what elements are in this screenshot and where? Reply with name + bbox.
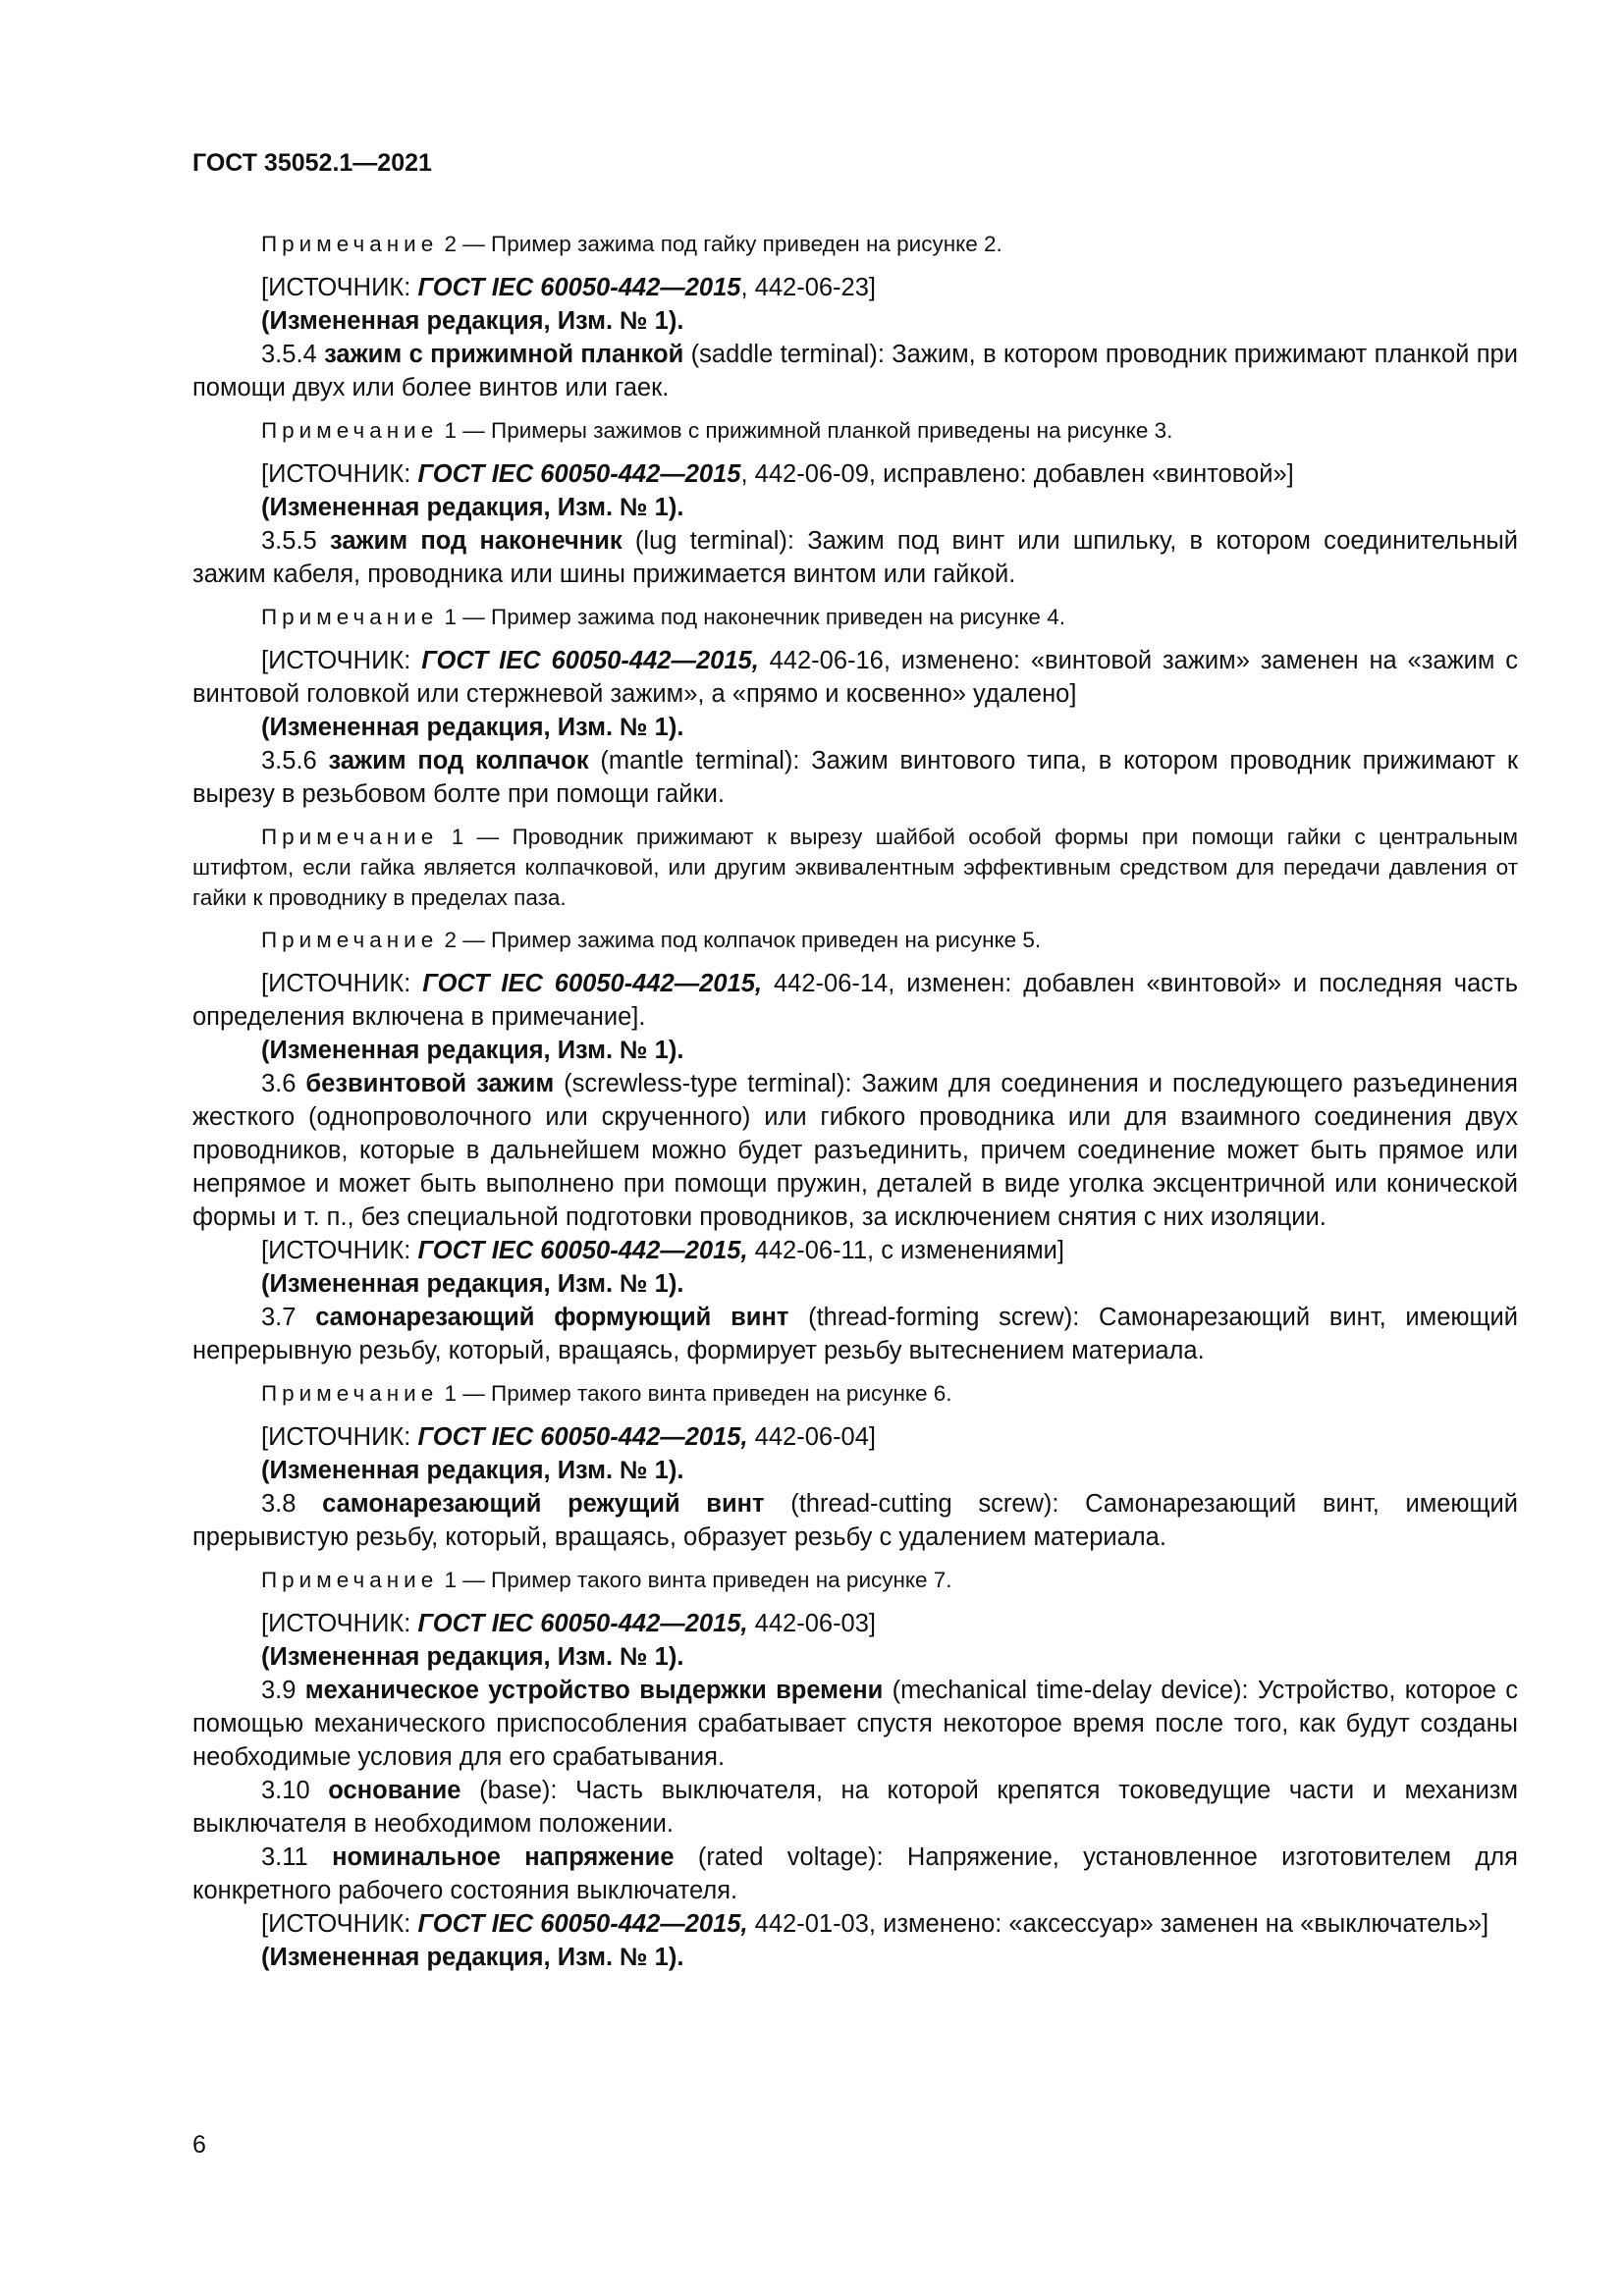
term: механическое устройство выдержки времени <box>304 1677 884 1704</box>
note-number: 1 — <box>438 825 513 849</box>
standard-reference: ГОСТ IEC 60050-442—2015, <box>417 1237 748 1264</box>
note-label: Примечание <box>261 928 439 952</box>
source-reference <box>192 457 1518 491</box>
definition-3-5-5 <box>192 524 1518 591</box>
definition-text: (mechanical time-delay device): Устройство, которое с помощью механического приспособления срабатывает спустя некоторое время после того, как будут созданы необходимые условия для его срабатывания. <box>192 1677 1518 1771</box>
note <box>192 602 1518 632</box>
standard-reference: ГОСТ IEC 60050-442—2015, <box>422 970 763 997</box>
definition-text: (screwless-type terminal): Зажим для соединения и последующего разъединения жесткого (однопроволочного или скрученного) или гибкого проводника или для взаимного соединения двух проводников, которые в дальнейшем можно будет разъединить, причем соединение может быть прямое или непрямое и может быть выполнено при помощи пружин, деталей в виде уголка эксцентричной или конической формы и т. п., без специальной подготовки проводников, за исключением снятия с них изоляции. <box>192 1070 1518 1231</box>
definition-3-8 <box>192 1487 1518 1554</box>
amendment-note: (Измененная редакция, Изм. № 1). <box>261 1457 684 1484</box>
note <box>192 925 1518 955</box>
clause-number: 3.10 <box>261 1777 329 1804</box>
note-label: Примечание <box>261 1568 439 1592</box>
amendment-note: (Измененная редакция, Изм. № 1). <box>261 1270 684 1298</box>
note <box>192 415 1518 446</box>
source-label: [ИСТОЧНИК: <box>261 1910 418 1938</box>
note-number: 2 — <box>438 232 492 256</box>
source-details: 442-06-04] <box>747 1423 877 1451</box>
clause-number: 3.9 <box>261 1677 305 1704</box>
source-details: 442-01-03, изменено: «аксессуар» заменен на «выключатель»] <box>747 1910 1489 1938</box>
amendment-note: (Измененная редакция, Изм. № 1). <box>261 307 684 335</box>
source-label: [ИСТОЧНИК: <box>261 460 418 488</box>
clause-number: 3.5.4 <box>261 341 325 368</box>
definition-3-5-4 <box>192 338 1518 404</box>
term: самонарезающий режущий винт <box>322 1490 765 1518</box>
clause-number: 3.8 <box>261 1490 323 1518</box>
source-reference <box>192 1234 1518 1267</box>
note-number: 1 — <box>438 1568 492 1592</box>
note <box>192 229 1518 259</box>
standard-reference: ГОСТ IEC 60050-442—2015, <box>417 1910 748 1938</box>
note <box>192 1565 1518 1595</box>
source-details: , 442-06-23] <box>740 274 876 301</box>
clause-number: 3.7 <box>261 1304 316 1331</box>
note-text: Пример зажима под наконечник приведен на рисунке 4. <box>491 605 1065 629</box>
definition-text: (base): Часть выключателя, на которой крепятся токоведущие части и механизм выключателя в необходимом положении. <box>192 1777 1518 1838</box>
source-label: [ИСТОЧНИК: <box>261 647 422 674</box>
term: зажим под колпачок <box>328 747 589 774</box>
definition-3-5-6 <box>192 744 1518 811</box>
clause-number: 3.5.6 <box>261 747 329 774</box>
note-number: 1 — <box>438 418 492 443</box>
definition-3-9 <box>192 1674 1518 1774</box>
term: самонарезающий формующий винт <box>315 1304 789 1331</box>
standard-reference: ГОСТ IEC 60050-442—2015 <box>417 274 741 301</box>
source-label: [ИСТОЧНИК: <box>261 274 418 301</box>
definition-3-7 <box>192 1301 1518 1367</box>
source-label: [ИСТОЧНИК: <box>261 970 423 997</box>
definition-3-11 <box>192 1841 1518 1907</box>
source-details: 442-06-11, с изменениями] <box>747 1237 1064 1264</box>
term: номинальное напряжение <box>332 1843 675 1871</box>
source-reference <box>192 1607 1518 1640</box>
source-reference <box>192 271 1518 304</box>
source-reference <box>192 1420 1518 1454</box>
term: зажим с прижимной планкой <box>324 341 684 368</box>
note-label: Примечание <box>261 418 439 443</box>
note-text: Примеры зажимов с прижимной планкой приведены на рисунке 3. <box>491 418 1173 443</box>
source-details: 442-06-14, изменен: добавлен «винтовой» и последняя часть определения включена в примечание]. <box>192 970 1518 1031</box>
source-label: [ИСТОЧНИК: <box>261 1610 418 1637</box>
note-label: Примечание <box>261 825 439 849</box>
amendment-note: (Измененная редакция, Изм. № 1). <box>261 1944 684 1971</box>
amendment-note: (Измененная редакция, Изм. № 1). <box>261 494 684 521</box>
source-reference <box>192 967 1518 1034</box>
amendment-note: (Измененная редакция, Изм. № 1). <box>261 1037 684 1064</box>
note-text: Пример такого винта приведен на рисунке 6. <box>491 1381 952 1406</box>
clause-number: 3.6 <box>261 1070 306 1097</box>
standard-reference: ГОСТ IEC 60050-442—2015, <box>417 1423 748 1451</box>
note <box>192 822 1518 913</box>
definition-3-10 <box>192 1774 1518 1841</box>
note-text: Пример такого винта приведен на рисунке 7. <box>491 1568 952 1592</box>
term: безвинтовой зажим <box>305 1070 555 1097</box>
source-details: 442-06-16, изменено: «винтовой зажим» заменен на «зажим с винтовой головкой или стержневой зажим», а «прямо и косвенно» удалено] <box>192 647 1518 708</box>
term: зажим под наконечник <box>329 527 623 555</box>
clause-number: 3.11 <box>261 1843 333 1871</box>
source-reference <box>192 1907 1518 1941</box>
source-label: [ИСТОЧНИК: <box>261 1423 418 1451</box>
note-text: Пример зажима под гайку приведен на рисунке 2. <box>491 232 1002 256</box>
note <box>192 1378 1518 1409</box>
definition-3-6 <box>192 1067 1518 1234</box>
source-details: , 442-06-09, исправлено: добавлен «винтовой»] <box>740 460 1294 488</box>
standard-reference: ГОСТ IEC 60050-442—2015, <box>421 647 759 674</box>
note-text: Проводник прижимают к вырезу шайбой особой формы при помощи гайки с центральным штифтом, если гайка является колпачковой, или другим эквивалентным эффективным средством для передачи давления от гайки к проводнику в пределах паза. <box>192 825 1518 910</box>
standard-reference: ГОСТ IEC 60050-442—2015 <box>417 460 741 488</box>
note-label: Примечание <box>261 1381 439 1406</box>
note-number: 1 — <box>438 1381 492 1406</box>
document-body <box>192 218 1518 1974</box>
definition-text: (mantle terminal): Зажим винтового типа, в котором проводник прижимают к вырезу в резьбовом болте при помощи гайки. <box>192 747 1518 808</box>
definition-text: (saddle terminal): Зажим, в котором проводник прижимают планкой при помощи двух или более винтов или гаек. <box>192 341 1518 401</box>
note-label: Примечание <box>261 232 439 256</box>
page-number: 6 <box>192 2131 206 2159</box>
document-header: ГОСТ 35052.1—2021 <box>192 149 432 177</box>
definition-text: (rated voltage): Напряжение, установленное изготовителем для конкретного рабочего состояния выключателя. <box>192 1843 1518 1904</box>
note-text: Пример зажима под колпачок приведен на рисунке 5. <box>491 928 1042 952</box>
definition-text: (lug terminal): Зажим под винт или шпильку, в котором соединительный зажим кабеля, проводника или шины прижимается винтом или гайкой. <box>192 527 1518 588</box>
note-number: 1 — <box>438 605 492 629</box>
note-number: 2 — <box>438 928 492 952</box>
source-details: 442-06-03] <box>747 1610 877 1637</box>
source-reference <box>192 644 1518 711</box>
standard-reference: ГОСТ IEC 60050-442—2015, <box>417 1610 748 1637</box>
clause-number: 3.5.5 <box>261 527 330 555</box>
amendment-note: (Измененная редакция, Изм. № 1). <box>261 1643 684 1671</box>
definition-text: (thread-cutting screw): Самонарезающий винт, имеющий прерывистую резьбу, который, вращаясь, образует резьбу с удалением материала. <box>192 1490 1519 1551</box>
note-label: Примечание <box>261 605 439 629</box>
source-label: [ИСТОЧНИК: <box>261 1237 418 1264</box>
definition-text: (thread-forming screw): Самонарезающий винт, имеющий непрерывную резьбу, который, вращаясь, формирует резьбу вытеснением материала. <box>192 1304 1518 1364</box>
amendment-note: (Измененная редакция, Изм. № 1). <box>261 714 684 741</box>
term: основание <box>328 1777 461 1804</box>
